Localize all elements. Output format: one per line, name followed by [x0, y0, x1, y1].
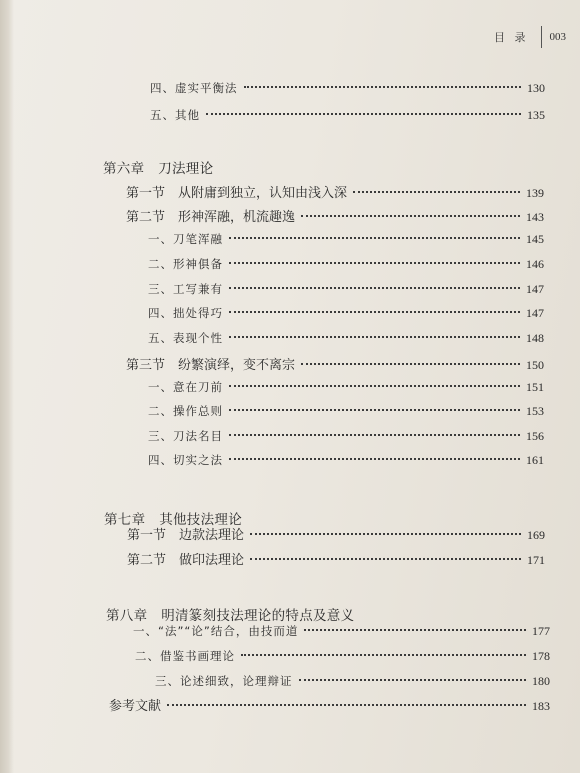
toc-entry-label: 三、工写兼有: [148, 282, 223, 296]
toc-entry-label: 第二节 形神浑融，机流趣逸: [126, 210, 296, 225]
toc-entry-label: 一、“法”“论”结合，由技而道: [133, 624, 299, 638]
toc-entry-label: 五、其他: [150, 108, 200, 122]
toc-entry[interactable]: [148, 281, 544, 297]
toc-entry[interactable]: [126, 182, 544, 201]
toc-entry-page: 153: [526, 404, 544, 418]
toc-entry-page: 135: [527, 108, 545, 122]
toc-entry-label: 参考文献: [109, 699, 162, 714]
dot-leader: [241, 654, 526, 656]
toc-entry[interactable]: [127, 524, 545, 543]
toc-entry[interactable]: [126, 206, 544, 225]
toc-entry-page: 150: [526, 358, 544, 372]
toc-entry[interactable]: [148, 452, 544, 468]
toc-entry-label: 四、切实之法: [148, 453, 223, 467]
dot-leader: [229, 336, 520, 338]
dot-leader: [299, 679, 527, 681]
toc-entry-label: 三、论述细致，论理辩证: [155, 674, 293, 688]
toc-entry-page: 169: [527, 528, 545, 542]
toc-entry-page: 145: [526, 232, 544, 246]
toc-entry-label: 第二节 做印法理论: [127, 553, 245, 568]
toc-chapter-label: 第八章 明清篆刻技法理论的特点及意义: [106, 608, 355, 624]
toc-entry-page: 156: [526, 429, 544, 443]
dot-leader: [250, 558, 521, 560]
toc-entry-page: 178: [532, 649, 550, 663]
toc-entry[interactable]: [148, 256, 544, 272]
toc-entry-page: 171: [527, 553, 545, 567]
running-header-page-number: 003: [549, 31, 566, 43]
toc-entry-page: 130: [527, 81, 545, 95]
dot-leader: [250, 533, 521, 535]
toc-entry[interactable]: [126, 354, 544, 373]
toc-entry-page: 147: [526, 306, 544, 320]
toc-entry-page: 139: [526, 186, 544, 200]
toc-entry-page: 180: [532, 674, 550, 688]
toc-entry-page: 148: [526, 331, 544, 345]
running-header-title-char-2: 录: [514, 31, 526, 44]
toc-chapter-label: 第七章 其他技法理论: [104, 512, 242, 528]
dot-leader: [229, 237, 520, 239]
toc-entry-label: 四、拙处得巧: [148, 306, 223, 320]
toc-entry[interactable]: [150, 107, 545, 123]
toc-entry-label: 第一节 边款法理论: [127, 528, 245, 543]
toc-entry-page: 161: [526, 453, 544, 467]
running-header-title-char-1: 目: [494, 31, 505, 44]
dot-leader: [229, 262, 520, 264]
toc-entry[interactable]: [155, 673, 550, 689]
toc-entry-label: 二、借鉴书画理论: [135, 649, 235, 663]
toc-entry[interactable]: [109, 695, 550, 714]
dot-leader: [229, 409, 520, 411]
dot-leader: [244, 86, 522, 88]
toc-entry[interactable]: [133, 623, 550, 639]
dot-leader: [229, 434, 520, 436]
toc-entry[interactable]: [148, 428, 544, 444]
toc-entry-label: 二、操作总则: [148, 404, 223, 418]
toc-entry-label: 第三节 纷繁演绎，变不离宗: [126, 358, 296, 373]
toc-entry-label: 一、刀笔浑融: [148, 232, 223, 246]
dot-leader: [301, 215, 520, 217]
toc-entry[interactable]: [150, 80, 545, 96]
toc-entry-label: 三、刀法名目: [148, 429, 223, 443]
toc-chapter-heading[interactable]: [103, 157, 213, 177]
dot-leader: [206, 113, 521, 115]
dot-leader: [229, 311, 520, 313]
toc-entry[interactable]: [148, 231, 544, 247]
dot-leader: [301, 363, 520, 365]
toc-entry[interactable]: [148, 305, 544, 321]
dot-leader: [167, 704, 526, 706]
toc-entry-label: 第一节 从附庸到独立，认知由浅入深: [126, 186, 348, 201]
toc-entry-label: 四、虚实平衡法: [150, 81, 238, 95]
toc-entry-page: 143: [526, 210, 544, 224]
dot-leader: [353, 191, 520, 193]
dot-leader: [229, 385, 520, 387]
toc-chapter-heading[interactable]: [106, 604, 354, 624]
dot-leader: [229, 287, 520, 289]
toc-chapter-label: 第六章 刀法理论: [103, 161, 214, 177]
toc-entry-label: 五、表现个性: [148, 331, 223, 345]
toc-entry-label: 二、形神俱备: [148, 257, 223, 271]
toc-entry[interactable]: [148, 403, 544, 419]
toc-entry-page: 151: [526, 380, 544, 394]
dot-leader: [304, 629, 526, 631]
toc-entry-page: 183: [532, 699, 550, 713]
toc-entry-page: 177: [532, 624, 550, 638]
toc-entry-page: 147: [526, 282, 544, 296]
dot-leader: [229, 458, 520, 460]
toc-entry[interactable]: [148, 379, 544, 395]
toc-entry[interactable]: [127, 549, 545, 568]
toc-entry-page: 146: [526, 257, 544, 271]
toc-entry[interactable]: [148, 330, 544, 346]
toc-entry[interactable]: [135, 648, 550, 664]
toc-entry-label: 一、意在刀前: [148, 380, 223, 394]
